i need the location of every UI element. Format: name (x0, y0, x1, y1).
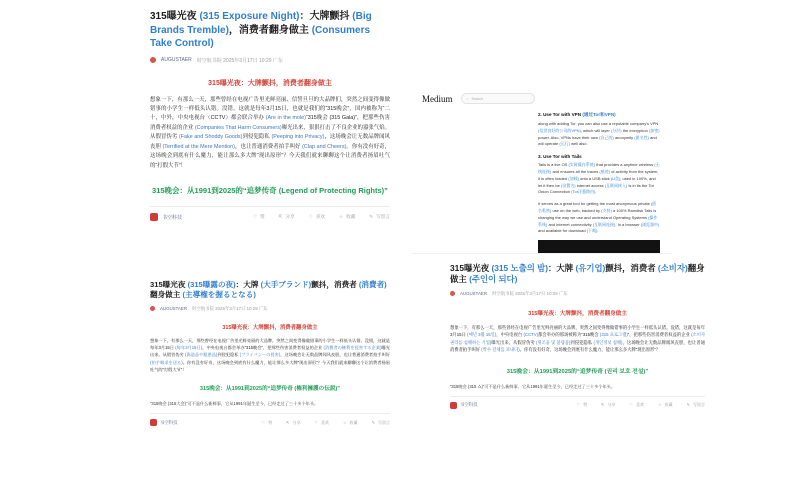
body-text: onto a USB stick (578, 175, 611, 181)
medium-article-panel (412, 85, 672, 254)
body-text: ”，把那些伤害消费者权益的企业 (627, 332, 692, 338)
body-text: along with adding Tor, you can also use a reputable company's VPN (538, 121, 659, 126)
title-part-cn: 315曝光夜 (150, 280, 188, 289)
body-text: and will operate (538, 134, 657, 147)
favorite-button[interactable] (629, 402, 644, 408)
comment-label: 写留言 (693, 402, 705, 408)
thumb-up-icon: ♡ (252, 213, 258, 219)
comment-button[interactable] (687, 402, 705, 408)
inline-gloss: (无线连接) (538, 162, 660, 174)
inline-gloss: (信誉良好的公司的VPN) (538, 127, 581, 133)
inline-gloss: (315 프로그램) (599, 332, 628, 338)
section-banner: 315曝光夜：大牌颤抖，消费者翻身做主 (528, 310, 627, 317)
body-text: and internet connectivity (547, 221, 593, 227)
title-part-cn: ：大牌 (548, 263, 576, 273)
star-icon: ☆ (658, 402, 662, 408)
body-text: 。你有没有好奇，这场晚会到底有什么魔力，能让那么多大牌“现出原形”？今天我们就来聊聊这个让消费者扬眉吐气的“打假大节”！ (150, 359, 390, 372)
publisher-name[interactable]: 书空科技 (460, 402, 478, 408)
share-icon: ⇱ (286, 419, 290, 425)
publish-info: 时空航书院 2025年3月17日 10:29 广东 (196, 57, 283, 64)
inline-gloss: (运行) (559, 141, 571, 147)
body-text: 都会举办的那场被称为“315晚会 (538, 332, 600, 338)
body-text: 曝光出来。从假冒伪劣 (150, 344, 390, 358)
inline-gloss: (加载) (568, 175, 579, 181)
title-part-cn: ：大牌 (235, 280, 261, 289)
inline-gloss: (拍手喝采を送る) (150, 359, 183, 365)
search-icon: ⌕ (466, 96, 469, 101)
inline-gloss: (操作系统) (538, 214, 658, 227)
share-label: 分享 (292, 419, 301, 425)
paragraph-tails (538, 162, 660, 196)
avatar (150, 306, 155, 311)
article-meta (440, 286, 715, 297)
article-footer (140, 414, 400, 426)
article-panel-korean (440, 255, 715, 483)
body-text: 。你有没有好奇，这场晚会到底有什么魔力，能让那么多大牌“现出原形”？ (519, 347, 661, 353)
collect-label: 收藏 (346, 214, 356, 220)
inline-gloss: (매년 3월 15일) (467, 332, 497, 338)
article-meta (140, 51, 400, 64)
body-text: 到侵犯隐私 (242, 134, 272, 141)
inline-gloss: (プライバシーの侵害) (239, 352, 281, 358)
title-part-ja: (大手ブランド) (260, 280, 312, 289)
inline-gloss: (Fake and Shoddy Goods) (178, 134, 243, 141)
body-text: 想象一下，有那么一天，那些曾经在电视广告里光鲜亮丽、信誓旦旦的大品牌们，突然之间变得像做错事的小学生一样低头认错。没错，这就是每年3月15日，也就是我们的“315晚会”，国内被称为“二十，中外，中央电视台（CCTV）都会联合举办 (150, 96, 390, 122)
body-text: , used in 100%, and let it then be (538, 175, 656, 188)
article-body (140, 337, 400, 374)
heart-icon: ♡ (629, 402, 634, 408)
inline-gloss: (实时操作系统) (568, 162, 596, 168)
comment-button[interactable] (369, 214, 390, 220)
favorite-label: 喜欢 (321, 419, 330, 425)
inline-gloss: (互联网连接) (592, 221, 616, 227)
comment-label: 写留言 (378, 419, 390, 425)
inline-gloss: (支持) (601, 207, 612, 213)
title-part-cn: 颤抖，消费者 (605, 263, 658, 273)
body-text: and ensures all the traces (551, 168, 600, 174)
body-text: Tails is a live OS (538, 162, 569, 168)
favorite-label: 喜欢 (636, 402, 645, 408)
inline-gloss: (毎年3月15日) (175, 344, 203, 350)
inline-gloss: (浏览器中) (640, 221, 660, 227)
favorite-label: 喜欢 (315, 214, 326, 220)
share-label: 分享 (607, 402, 616, 408)
inline-gloss: (匿名性) (634, 134, 649, 140)
inline-gloss: (Are in the mole) (265, 115, 306, 122)
comment-button[interactable] (372, 420, 390, 426)
search-input[interactable] (461, 93, 535, 104)
inline-gloss: (Clap and Cheers) (302, 143, 347, 150)
comment-icon: ✎ (369, 213, 374, 219)
inline-gloss: (分层) (610, 127, 622, 133)
title-part-cn: 315曝光夜 (150, 11, 200, 22)
collect-label: 收藏 (349, 419, 358, 425)
inline-gloss: (U盘) (610, 175, 621, 181)
page-title (140, 0, 400, 51)
body-text: the encryption (621, 127, 649, 133)
avatar (150, 57, 156, 63)
collect-button[interactable] (339, 214, 355, 220)
article-body (140, 96, 400, 172)
title-part-cn: ，消费者翻身做主 (228, 24, 312, 36)
title-part-en: (Consumers Take Control) (150, 24, 371, 49)
title-part-cn: 翻身做主 (150, 290, 183, 300)
title-part-cn: 翻身做主 (450, 263, 705, 285)
heart-icon: ♡ (314, 419, 319, 425)
body-text: ，也让普通消费者拍手叫好 (234, 143, 303, 150)
article-footer (140, 207, 400, 221)
heart-icon: ♡ (308, 213, 313, 219)
title-part-kr: (주인이 되다) (469, 274, 518, 285)
body-text: and available for download (538, 228, 587, 234)
inline-gloss: (Companies That Harm Consumers) (194, 124, 282, 131)
star-icon: ☆ (343, 419, 347, 425)
collect-label: 收藏 (664, 402, 673, 408)
body-text: 到侵犯隐私 (217, 352, 240, 358)
section-banner: 315曝光夜：大牌颤抖，消费者翻身做主 (222, 324, 318, 331)
article-panel-japanese (140, 272, 400, 483)
avatar[interactable] (450, 402, 457, 409)
body-text: anonymity (613, 134, 635, 140)
star-icon: ☆ (339, 213, 344, 219)
title-part-kr: (315 노출의 밤) (491, 263, 549, 273)
body-text: 想象一下，有那么一天，那些曾经在电视广告里光鲜亮丽的大品牌，突然之间变得像做错事的小学生一样低头认错。没错，这就是每年3月15日 (150, 337, 390, 350)
publisher-name[interactable]: 书空科技 (162, 214, 183, 221)
thumb-up-icon: ♡ (261, 419, 266, 425)
publish-info: 时空航书院 2025年3月17日 10:29 广东 (192, 305, 268, 311)
body-text: 想象一下，有那么一天，那些曾经在电视广告里光鲜亮丽的大品牌，突然之间变得像做错事的小学生一样低头认错。没错，这就是每年3月15日 (450, 324, 705, 338)
page-title-kr (440, 255, 715, 286)
avatar[interactable] (150, 213, 158, 221)
inline-gloss: (下载) (586, 228, 598, 234)
body-text: . (597, 228, 599, 234)
inline-gloss: (박수 갈채를 보내다) (481, 347, 520, 353)
title-part-ja: (消費者) (358, 280, 387, 289)
inline-gloss: (互联网接入) (604, 182, 628, 188)
article-footer (440, 397, 715, 409)
like-button[interactable] (262, 420, 273, 426)
title-part-cn: ：大牌颤抖 (299, 11, 353, 22)
comment-label: 写留言 (376, 214, 390, 220)
medium-logo[interactable]: Medium (422, 93, 453, 104)
like-label: 赞 (260, 214, 265, 220)
title-part-en: (315 Exposure Night) (199, 11, 300, 22)
search-placeholder: Search (471, 96, 483, 101)
like-label: 赞 (268, 419, 273, 425)
title-part-cn: 315曝光夜 (450, 263, 492, 273)
body-text: of activity from the system, it is often loaded (538, 168, 659, 181)
title-part-ja: (主導権を握るとなる) (182, 290, 256, 300)
body-text: is in its the Tor Onion Connection (538, 182, 654, 195)
body-text: well also. (570, 141, 588, 147)
title-part-en: (Big Brands Tremble) (150, 11, 372, 36)
heading-text: 2. Use Tor with VPN (538, 112, 583, 117)
body-text: ，这场晚会让无数品牌闻风丧胆，也让普通消费者拍手叫好 (450, 339, 705, 353)
author-name[interactable]: AUGUSTAER (161, 57, 192, 63)
heading-gloss: (通过Tor和VPN) (582, 112, 616, 117)
avatar (450, 291, 455, 296)
article-panel-primary (140, 0, 400, 250)
like-button[interactable] (577, 402, 588, 408)
inline-gloss: (匿名私密) (538, 201, 657, 213)
body-text: . In a browser (615, 221, 641, 227)
inline-gloss: (개인정보 침해) (593, 339, 623, 345)
share-button[interactable] (279, 214, 295, 220)
body-text: that provides a anytime wireless (595, 162, 655, 168)
page-title-ja (140, 272, 400, 301)
body-text: 曝光出来，狠狠打击了不良企业的嚣张气焰。从假冒伪劣 (150, 124, 390, 141)
publisher-name[interactable]: 书空科技 (160, 419, 178, 425)
body-text: “315晚会 (315 Gala)”，把那些伤害消费者权益的企业 (150, 115, 390, 131)
section-banner-secondary: 315晚会：从1991到2025的“追梦传奇 (権利擁護の伝説)” (199, 386, 341, 393)
body-text: , which will layer (580, 127, 611, 133)
publish-info: 时空航书院 2025年3月17日 10:29 广东 (492, 290, 568, 296)
thumb-up-icon: ♡ (576, 402, 581, 408)
inline-gloss: (Terrified at the Mere Mention) (162, 143, 235, 150)
section-tagline: “315晚会 (315大会)”可不是什么新鲜事，它从1991年诞生至今，已经走过了三十多个年头。 (150, 401, 319, 407)
inline-gloss: (加密) (648, 127, 660, 133)
title-part-ja: (315曝露の夜) (187, 280, 236, 289)
title-part-cn: 颤抖，消费者 (311, 280, 359, 289)
body-text: 。你有没有好奇，这场晚会到底有什么魔力，能让那么多大牌“现出原形”？今天我们就来聊聊这个让消费者扬眉吐气的“打假大节”！ (150, 143, 391, 169)
section-heading-tails: 3. Use Tor with Tails (538, 154, 582, 160)
inline-gloss: (自己的) (599, 134, 614, 140)
section-banner-secondary: 315晚会：从1991到2025的“追梦传奇 (Legend of Protecting Rights)” (152, 186, 388, 196)
share-icon: ⇱ (278, 213, 283, 219)
collect-button[interactable] (343, 420, 358, 426)
comment-icon: ✎ (686, 402, 690, 408)
title-part-kr: (소비자) (657, 263, 688, 273)
inline-gloss: (CCTV) (523, 332, 539, 338)
paragraph-tails-2 (538, 201, 660, 235)
author-name[interactable]: AUGUSTAER (460, 291, 487, 297)
comment-icon: ✎ (371, 419, 375, 425)
body-text: power. Also, VPNs have their own (538, 134, 600, 140)
article-meta (140, 301, 400, 312)
section-banner-secondary: 315晚会：从1991到2025的“追梦传奇 (권리 보호 전설)” (506, 368, 649, 375)
section-banner: 315曝光夜：大牌颤抖，消费者翻身做主 (208, 79, 332, 87)
inline-gloss: (Peeping into Privacy) (271, 134, 325, 141)
inline-gloss: (위조품 및 불량품) (536, 339, 571, 345)
body-text: . (595, 189, 597, 195)
body-text: 曝光出来。从假冒伪劣 (491, 339, 537, 345)
inline-gloss: (消費者の権利を侵害する企業) (323, 344, 382, 350)
paragraph-vpn (538, 121, 660, 148)
share-label: 分享 (285, 214, 295, 220)
favorite-button[interactable] (314, 420, 329, 426)
like-label: 赞 (583, 402, 588, 408)
share-button[interactable] (601, 402, 615, 408)
inline-gloss: (设置为) (560, 182, 576, 188)
title-part-kr: (유기업) (575, 263, 606, 273)
body-text: ，中央电视台 (496, 332, 524, 338)
body-text: internet access (575, 182, 605, 188)
section-heading-vpn (538, 112, 660, 118)
body-text: It serves as a great tool for getting the most anonymous private (538, 201, 651, 207)
inline-gloss: (Tor洋葱路由) (571, 189, 596, 195)
inline-gloss: (痕迹) (599, 168, 611, 174)
article-body (440, 324, 715, 354)
body-text: ，这场晚会让无数品牌闻风丧胆，也让普通消费者拍手叫好 (280, 352, 390, 358)
body-text: use on the web, backed by (551, 207, 602, 213)
share-button[interactable] (286, 420, 300, 426)
favorite-button[interactable] (309, 214, 325, 220)
inline-gloss: (소비자 권리를 침해하는 기업) (450, 332, 706, 345)
body-text: 到侵犯隐私 (570, 339, 594, 345)
body-text: ，这场晚会让无数品牌闻风丧胆 (150, 134, 391, 150)
like-button[interactable] (253, 214, 265, 220)
article-image-placeholder (538, 240, 660, 254)
avatar[interactable] (150, 419, 157, 426)
body-text: a 100% Ramdisk Tails is changing the way we use and understand Operating Systems (538, 207, 657, 220)
share-icon: ⇱ (601, 402, 605, 408)
inline-gloss: (偽造品や粗悪品) (184, 352, 218, 358)
section-tagline: “315晚会 (315 쇼)”可不是什么新鲜事，它从1991年诞生至今，已经走过了三十多个年头。 (450, 383, 616, 389)
author-name[interactable]: AUGUSTAER (160, 306, 187, 311)
body-text: ，中央电视台都会举办“315晚会”，把那些伤害消费者权益的企业 (202, 344, 324, 350)
collect-button[interactable] (658, 402, 673, 408)
